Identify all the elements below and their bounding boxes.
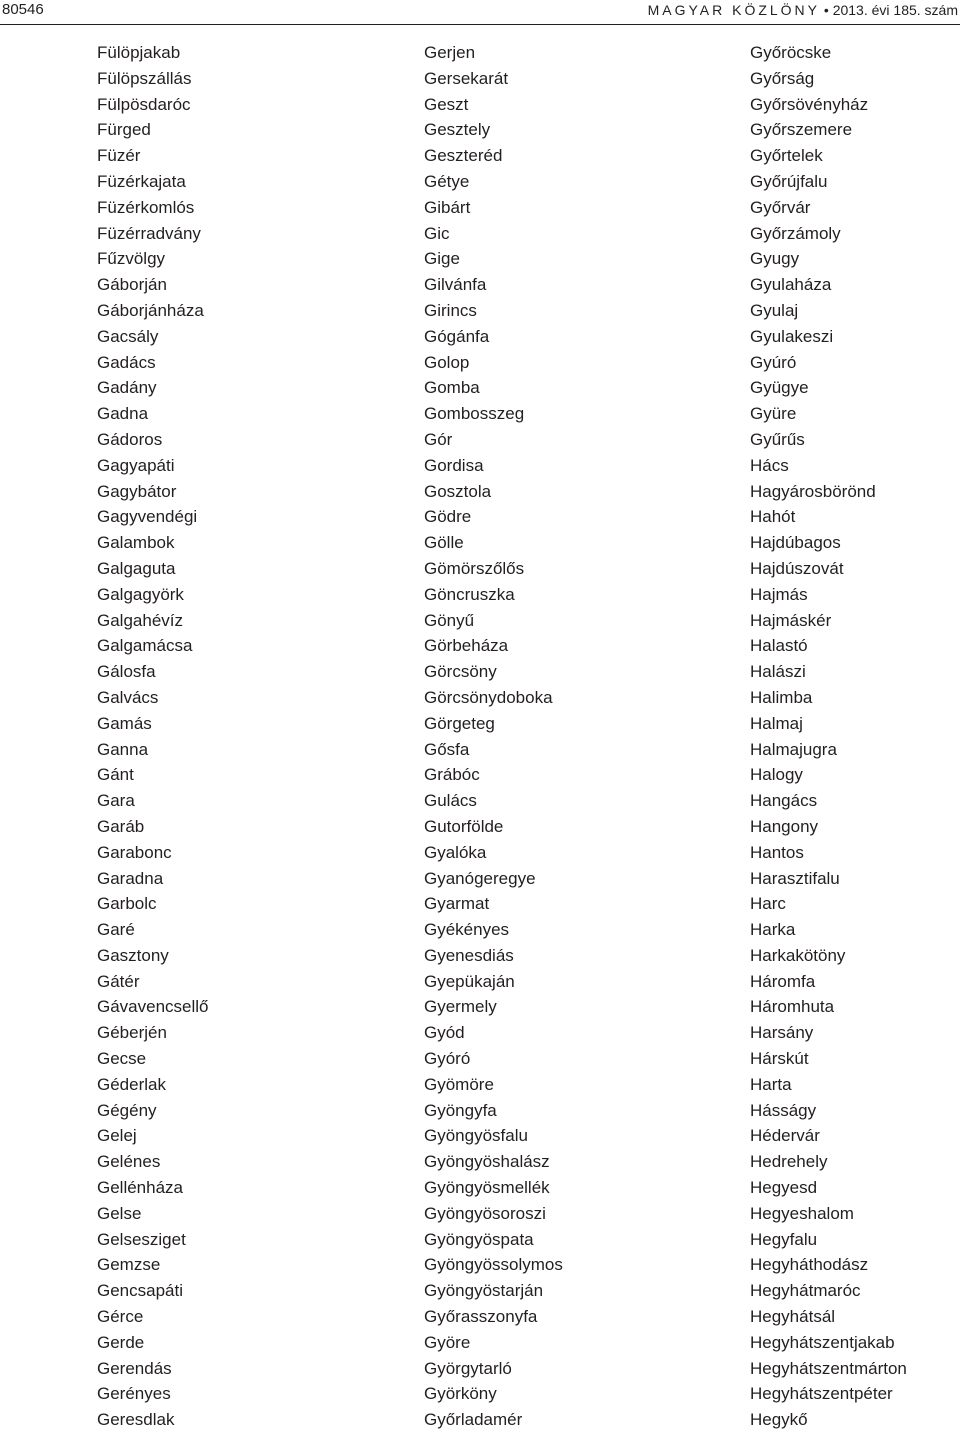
list-item: Gyöngyösmellék (424, 1178, 550, 1198)
list-item: Hajdúszovát (750, 558, 844, 578)
list-item: Hárskút (750, 1049, 809, 1069)
list-item: Gógánfa (424, 326, 490, 346)
list-item: Gödre (424, 507, 472, 527)
list-item: Gamás (97, 713, 152, 733)
list-item: Görcsöny (424, 662, 497, 682)
list-item: Gálosfa (97, 662, 156, 682)
list-item: Gyenesdiás (424, 945, 514, 965)
list-item: Gyöngyösfalu (424, 1126, 528, 1146)
list-item: Hangony (750, 816, 819, 836)
list-item: Gelse (97, 1203, 142, 1223)
list-item: Gyömöre (424, 1074, 494, 1094)
list-item: Gecse (97, 1049, 147, 1069)
list-item: Hegykő (750, 1410, 808, 1430)
list-item: Gyermely (424, 997, 497, 1017)
list-item: Gátér (97, 971, 140, 991)
list-item: Gomba (424, 378, 480, 398)
list-item: Füzér (97, 146, 141, 166)
list-item: Győröcske (750, 43, 832, 62)
list-item: Hajdúbagos (750, 533, 841, 553)
list-item: Grábóc (424, 765, 480, 785)
list-item: Gyöngyöstarján (424, 1281, 544, 1301)
list-item: Gönyű (424, 610, 475, 630)
page-header (0, 0, 960, 26)
list-item: Golop (424, 352, 470, 372)
list-item: Harkakötöny (750, 945, 846, 965)
header-separator: • (823, 2, 829, 18)
list-item: Harta (750, 1074, 792, 1094)
list-item: Gyöngyössolymos (424, 1255, 563, 1275)
list-item: Hantos (750, 842, 804, 862)
list-item: Garadna (97, 868, 164, 888)
list-item: Gyöngyfa (424, 1100, 497, 1120)
name-column-1 (97, 40, 209, 1433)
list-item: Győrvár (750, 197, 811, 217)
list-item: Gyepükaján (424, 971, 515, 991)
list-item: Gagyapáti (97, 455, 175, 475)
list-item: Gyékényes (424, 920, 510, 940)
journal-title: MAGYAR KÖZLÖNY (647, 2, 821, 18)
list-item: Gara (97, 791, 135, 811)
list-item: Halmaj (750, 713, 803, 733)
list-item: Gölle (424, 533, 464, 553)
list-item: Gulács (424, 791, 477, 811)
list-item: Gyöngyöspata (424, 1229, 534, 1249)
list-item: Hegyhátszentpéter (750, 1384, 893, 1404)
list-item: Gerényes (97, 1384, 171, 1404)
list-item: Fülpösdaróc (97, 94, 191, 114)
list-item: Gadány (97, 378, 157, 398)
list-item: Galambok (97, 533, 175, 553)
list-item: Háromhuta (750, 997, 835, 1017)
list-item: Füzérkajata (97, 171, 186, 191)
list-item: Gordisa (424, 455, 484, 475)
list-item: Garáb (97, 816, 145, 836)
list-item: Gyugy (750, 249, 800, 269)
list-item: Gosztola (424, 481, 492, 501)
list-item: Hegyhátmaróc (750, 1281, 861, 1301)
list-item: Géberjén (97, 1023, 167, 1043)
list-item: Garé (97, 920, 135, 940)
list-item: Gerendás (97, 1358, 172, 1378)
list-item: Győrság (750, 68, 815, 88)
list-item: Hajmáskér (750, 610, 832, 630)
list-item: Gesztely (424, 120, 491, 140)
list-item: Fülöpszállás (97, 68, 192, 88)
issue-label: 2013. évi 185. szám (832, 2, 958, 18)
list-item: Gyulakeszi (750, 326, 834, 346)
running-head (648, 2, 958, 18)
list-item: Ganna (97, 739, 149, 759)
list-item: Gégény (97, 1100, 157, 1120)
list-item: Hács (750, 455, 789, 475)
list-item: Fűzvölgy (97, 249, 166, 269)
list-item: Füzérkomlós (97, 197, 195, 217)
list-item: Gige (424, 249, 460, 269)
list-item: Gagyvendégi (97, 507, 198, 527)
page-number: 80546 (2, 1, 44, 18)
list-item: Gyöngyösoroszi (424, 1203, 546, 1223)
list-item: Győrszemere (750, 120, 853, 140)
list-item: Harka (750, 920, 796, 940)
list-item: Hagyárosbörönd (750, 481, 876, 501)
list-item: Halimba (750, 687, 813, 707)
list-item: Győrasszonyfa (424, 1307, 538, 1327)
list-item: Gétye (424, 171, 470, 191)
list-item: Györe (424, 1332, 471, 1352)
list-item: Galvács (97, 687, 159, 707)
list-item: Győrsövényház (750, 94, 869, 114)
list-item: Görbeháza (424, 636, 509, 656)
name-column-2 (424, 40, 563, 1433)
list-item: Halastó (750, 636, 808, 656)
list-item: Harc (750, 894, 786, 914)
list-item: Halászi (750, 662, 806, 682)
list-item: Gyűrűs (750, 429, 805, 449)
list-item: Győrtelek (750, 146, 823, 166)
list-item: Geszt (424, 94, 469, 114)
list-item: Gádoros (97, 429, 163, 449)
list-item: Háromfa (750, 971, 816, 991)
list-item: Gadna (97, 404, 149, 424)
list-item: Hegyhátszentmárton (750, 1358, 907, 1378)
list-item: Gór (424, 429, 453, 449)
list-item: Halogy (750, 765, 803, 785)
list-item: Gyanógeregye (424, 868, 536, 888)
list-item: Gyód (424, 1023, 465, 1043)
list-item: Hangács (750, 791, 818, 811)
list-item: Gelsesziget (97, 1229, 186, 1249)
list-item: Galgamácsa (97, 636, 193, 656)
list-item: Gánt (97, 765, 134, 785)
list-item: Halmajugra (750, 739, 837, 759)
list-item: Gyarmat (424, 894, 490, 914)
list-item: Győrújfalu (750, 171, 828, 191)
list-item: Geszteréd (424, 146, 503, 166)
list-item: Gömörszőlős (424, 558, 525, 578)
list-item: Galgagyörk (97, 584, 184, 604)
list-item: Hahót (750, 507, 796, 527)
list-item: Görgeteg (424, 713, 495, 733)
list-item: Gombosszeg (424, 404, 525, 424)
list-item: Hedrehely (750, 1152, 828, 1172)
list-item: Gyügye (750, 378, 809, 398)
list-item: Gellénháza (97, 1178, 184, 1198)
list-item: Gibárt (424, 197, 471, 217)
list-item: Gemzse (97, 1255, 161, 1275)
list-item: Hegyeshalom (750, 1203, 854, 1223)
list-item: Gyóró (424, 1049, 471, 1069)
list-item: Gutorfölde (424, 816, 504, 836)
list-item: Gyulaj (750, 300, 799, 320)
list-item: Hegyhátsál (750, 1307, 836, 1327)
list-item: Girincs (424, 300, 477, 320)
list-item: Harasztifalu (750, 868, 840, 888)
list-item: Gic (424, 223, 450, 243)
list-item: Hegyfalu (750, 1229, 818, 1249)
list-item: Gyüre (750, 404, 797, 424)
list-item: Hegyhátszentjakab (750, 1332, 895, 1352)
list-item: Gáborjánháza (97, 300, 204, 320)
list-item: Galgaguta (97, 558, 176, 578)
list-item: Hegyháthodász (750, 1255, 869, 1275)
list-item: Görcsönydoboka (424, 687, 553, 707)
list-item: Gelej (97, 1126, 137, 1146)
list-item: Györgytarló (424, 1358, 512, 1378)
list-item: Hásságy (750, 1100, 817, 1120)
list-item: Göncruszka (424, 584, 515, 604)
list-item: Gadács (97, 352, 156, 372)
list-item: Gérce (97, 1307, 144, 1327)
list-item: Hajmás (750, 584, 808, 604)
list-item: Gersekarát (424, 68, 509, 88)
list-item: Gagybátor (97, 481, 177, 501)
list-item: Geresdlak (97, 1410, 175, 1430)
list-item: Hegyesd (750, 1178, 818, 1198)
list-item: Géderlak (97, 1074, 166, 1094)
list-item: Galgahévíz (97, 610, 183, 630)
list-item: Gyalóka (424, 842, 487, 862)
list-item: Gerjen (424, 43, 476, 62)
list-item: Fülöpjakab (97, 43, 181, 62)
list-item: Gacsály (97, 326, 159, 346)
list-item: Harsány (750, 1023, 814, 1043)
list-item: Gávavencsellő (97, 997, 209, 1017)
list-item: Gyöngyöshalász (424, 1152, 550, 1172)
list-item: Garabonc (97, 842, 172, 862)
name-column-3 (750, 40, 907, 1433)
list-item: Gerde (97, 1332, 145, 1352)
list-item: Gilvánfa (424, 275, 487, 295)
list-item: Garbolc (97, 894, 157, 914)
list-item: Füzérradvány (97, 223, 201, 243)
list-item: Győrladamér (424, 1410, 523, 1430)
list-item: Gősfa (424, 739, 470, 759)
list-item: Győrzámoly (750, 223, 841, 243)
header-rule (0, 24, 960, 25)
list-item: Györköny (424, 1384, 497, 1404)
list-item: Gyulaháza (750, 275, 832, 295)
list-item: Gáborján (97, 275, 167, 295)
list-item: Gyúró (750, 352, 797, 372)
list-item: Gencsapáti (97, 1281, 183, 1301)
list-item: Fürged (97, 120, 151, 140)
list-item: Gasztony (97, 945, 169, 965)
list-item: Gelénes (97, 1152, 161, 1172)
list-item: Hédervár (750, 1126, 820, 1146)
